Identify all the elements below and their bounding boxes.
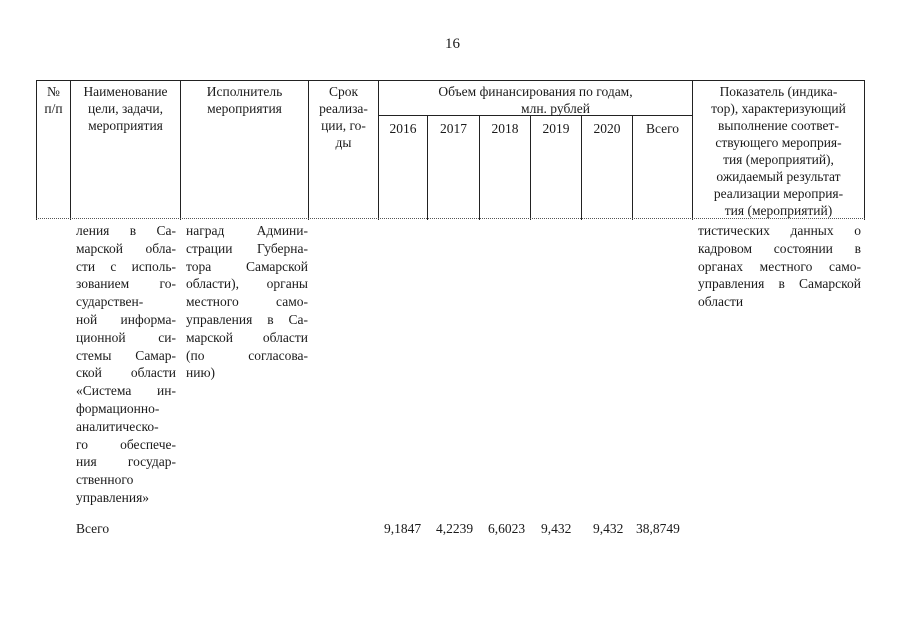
header-name-line: мероприятия: [88, 118, 163, 133]
header-indicator-line: реализации мероприя-: [713, 186, 844, 201]
body-indicator-column: [698, 222, 861, 311]
body-name-line: стемы Самар-: [76, 347, 176, 363]
body-executor-line: управления в Са-: [186, 311, 308, 327]
year-2018: 2018: [491, 121, 519, 136]
year-total: Всего: [645, 121, 680, 136]
total-value-2020: 9,432: [593, 521, 624, 536]
body-name-column: [76, 222, 176, 507]
year-2019: 2019: [542, 121, 570, 136]
header-funding-line: Объем финансирования по годам,: [438, 84, 633, 99]
body-executor-column: [186, 222, 308, 382]
header-indicator-line: ствующего мероприя-: [715, 135, 842, 150]
total-value-2017: 4,2239: [436, 521, 474, 536]
body-indicator-line: управления в Самарской: [698, 276, 861, 292]
header-num-line: №: [47, 84, 60, 99]
table-header: [36, 80, 865, 220]
header-indicator-line: ожидаемый результат: [716, 169, 841, 184]
header-num-line: п/п: [44, 101, 63, 116]
header-term-line: Срок: [328, 84, 359, 99]
body-indicator-line: тистических данных о: [698, 223, 861, 238]
year-2017: 2017: [440, 121, 467, 136]
body-indicator-line: органах местного само-: [698, 258, 861, 274]
total-label: Всего: [76, 521, 110, 536]
header-indicator-line: тия (мероприятий),: [723, 152, 834, 167]
header-executor-line: мероприятия: [207, 101, 282, 116]
header-name-line: Наименование: [83, 84, 168, 99]
body-indicator-line: кадровом состоянии в: [698, 240, 861, 256]
body-name-line: го обеспече-: [76, 436, 176, 452]
body-executor-line: местного само-: [186, 294, 308, 310]
body-name-line: аналитическо-: [76, 418, 159, 434]
body-executor-line: нию): [186, 365, 216, 381]
body-executor-line: страции Губерна-: [186, 240, 308, 256]
header-term-line: ды: [335, 135, 352, 150]
body-executor-line: наград Админи-: [186, 223, 308, 238]
header-funding-title: [379, 83, 692, 117]
body-executor-line: тора Самарской: [186, 258, 308, 274]
total-value-2018: 6,6023: [488, 521, 526, 536]
body-name-line: марской обла-: [76, 240, 176, 256]
page-number: 16: [445, 36, 460, 52]
header-indicator-line: тор), характеризующий: [711, 101, 846, 116]
header-indicator-line: тия (мероприятий): [724, 203, 833, 218]
header-executor: [181, 83, 308, 117]
body-indicator-line: области: [698, 294, 744, 310]
header-num: [37, 83, 70, 117]
body-name-line: зованием го-: [76, 276, 176, 292]
year-2020: 2020: [593, 121, 621, 136]
body-name-line: «Система ин-: [76, 383, 176, 399]
year-2016: 2016: [389, 121, 417, 136]
total-value-2016: 9,1847: [384, 521, 422, 536]
header-indicator: [693, 83, 864, 219]
table-right-border: [864, 80, 865, 220]
header-term-line: ции, го-: [321, 118, 366, 133]
body-name-line: ния государ-: [76, 454, 176, 470]
body-executor-line: марской области: [186, 329, 308, 345]
body-name-line: ционной си-: [76, 329, 176, 345]
body-name-line: формационно-: [76, 400, 160, 416]
body-name-line: сударствен-: [76, 294, 144, 310]
header-term-line: реализа-: [319, 101, 368, 116]
header-funding-line: млн. рублей: [521, 101, 590, 116]
total-value-2019: 9,432: [541, 521, 572, 536]
body-name-line: сти с исполь-: [76, 258, 176, 274]
body-executor-line: области), органы: [186, 276, 308, 292]
header-indicator-line: Показатель (индика-: [719, 84, 838, 99]
body-name-line: управления»: [76, 489, 150, 505]
body-name-line: ственного: [76, 472, 134, 488]
header-indicator-line: выполнение соответ-: [718, 118, 839, 133]
header-name-line: цели, задачи,: [88, 101, 163, 116]
body-name-line: ления в Са-: [76, 223, 176, 238]
header-name: [71, 83, 180, 134]
total-value-all: 38,8749: [636, 521, 680, 536]
body-name-line: ной информа-: [76, 311, 176, 327]
body-name-line: ской области: [76, 365, 176, 381]
body-executor-line: (по согласова-: [186, 347, 308, 363]
table-top-border: [36, 80, 865, 81]
header-executor-line: Исполнитель: [206, 84, 283, 99]
header-term: [309, 83, 378, 151]
